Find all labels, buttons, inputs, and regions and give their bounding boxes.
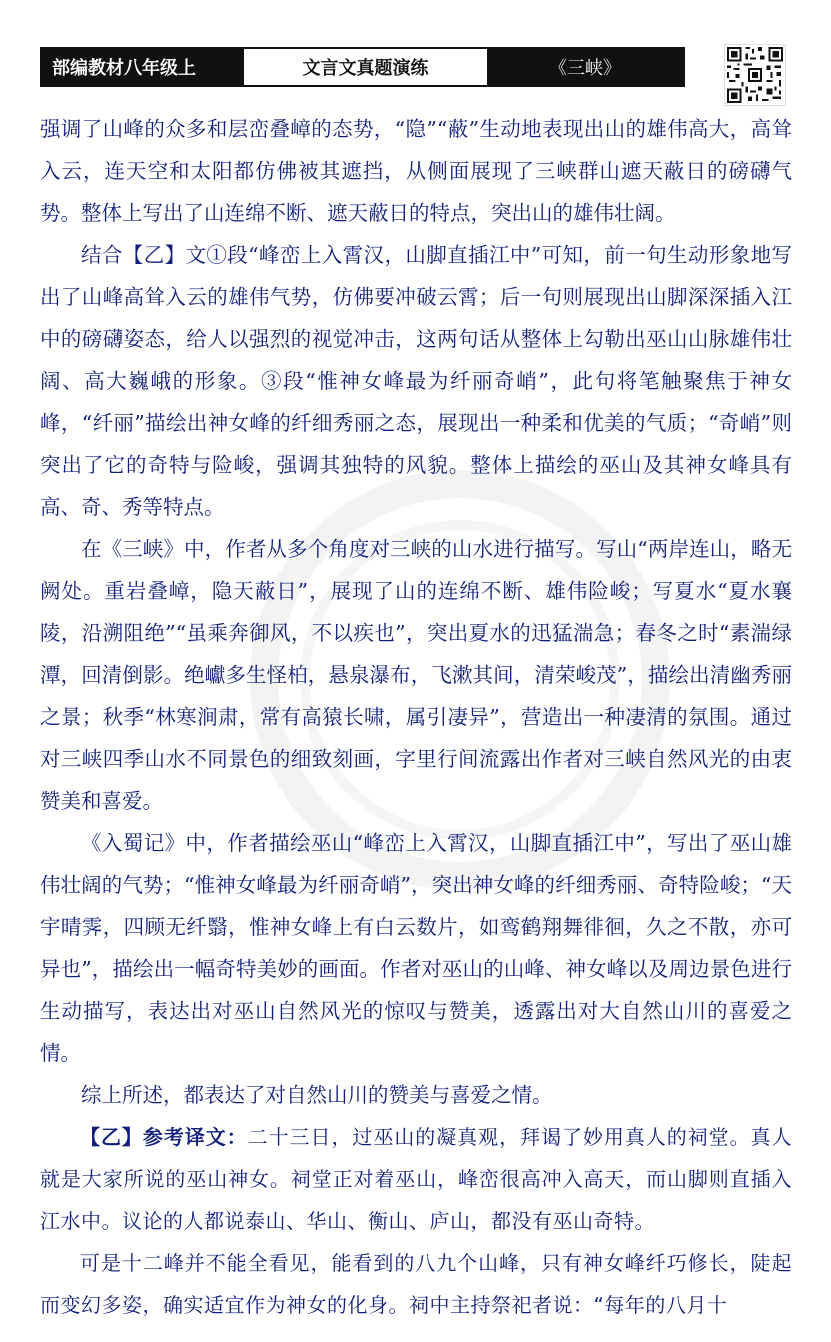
header-grade-label: 部编教材八年级上 [42,49,244,85]
header-bar [40,47,685,87]
document-body [40,108,792,1326]
qr-code-icon[interactable] [724,44,786,106]
paragraph-continued: 强调了山峰的众多和层峦叠嶂的态势，“隐”“蔽”生动地表现出山的雄伟高大，高耸入云，连天空和太阳都仿佛被其遮挡，从侧面展现了三峡群山遮天蔽日的磅礴气势。整体上写出了山连绵不断、遮天蔽日的特点，突出山的雄伟壮阔。 [40,117,792,225]
paragraph-sanxia-analysis: 在《三峡》中，作者从多个角度对三峡的山水进行描写。写山“两岸连山，略无阙处。重岩叠嶂，隐天蔽日”，展现了山的连绵不断、雄伟险峻；写夏水“夏水襄陵，沿溯阻绝”“虽乘奔御风，不以疾也”，突出夏水的迅猛湍急；春冬之时“素湍绿潭，回清倒影。绝巘多生怪柏，悬泉瀑布，飞漱其间，清荣峻茂”，描绘出清幽秀丽之景；秋季“林寒涧肃，常有高猿长啸，属引凄异”，营造出一种凄清的氛围。通过对三峡四季山水不同景色的细致刻画，字里行间流露出作者对三峡自然风光的由衷赞美和喜爱。 [40,537,792,813]
translation-label: 【乙】参考译文： [80,1125,248,1149]
paragraph-yi-analysis: 结合【乙】文①段“峰峦上入霄汉，山脚直插江中”可知，前一句生动形象地写出了山峰高耸入云的雄伟气势，仿佛要冲破云霄；后一句则展现出山脚深深插入江中的磅礴姿态，给人以强烈的视觉冲击，这两句话从整体上勾勒出巫山山脉雄伟壮阔、高大巍峨的形象。③段“惟神女峰最为纤丽奇峭”，此句将笔触聚焦于神女峰，“纤丽”描绘出神女峰的纤细秀丽之态，展现出一种柔和优美的气质；“奇峭”则突出了它的奇特与险峻，强调其独特的风貌。整体上描绘的巫山及其神女峰具有高、奇、秀等特点。 [40,243,792,519]
translation-paragraph-2: 可是十二峰并不能全看见，能看到的八九个山峰，只有神女峰纤巧修长，陡起而变幻多姿，确实适宜作为神女的化身。祠中主持祭祀者说：“每年的八月十 [40,1251,792,1317]
header-section-title: 文言文真题演练 [244,49,487,85]
translation-paragraph-1 [40,1116,792,1242]
header-lesson-title: 《三峡》 [487,49,683,85]
paragraph-rushuji-analysis: 《入蜀记》中，作者描绘巫山“峰峦上入霄汉，山脚直插江中”，写出了巫山雄伟壮阔的气势；“惟神女峰最为纤丽奇峭”，突出神女峰的纤细秀丽、奇特险峻；“天宇晴霁，四顾无纤翳，惟神女峰上有白云数片，如鸾鹤翔舞徘徊，久之不散，亦可异也”，描绘出一幅奇特美妙的画面。作者对巫山的山峰、神女峰以及周边景色进行生动描写，表达出对巫山自然风光的惊叹与赞美，透露出对大自然山川的喜爱之情。 [40,831,792,1065]
translation-text-1: 二十三日，过巫山的凝真观，拜谒了妙用真人的祠堂。真人就是大家所说的巫山神女。祠堂正对着巫山，峰峦很高冲入高天，而山脚则直插入江水中。议论的人都说泰山、华山、衡山、庐山，都没有巫山奇特。 [40,1125,793,1233]
paragraph-summary: 综上所述，都表达了对自然山川的赞美与喜爱之情。 [81,1083,553,1107]
